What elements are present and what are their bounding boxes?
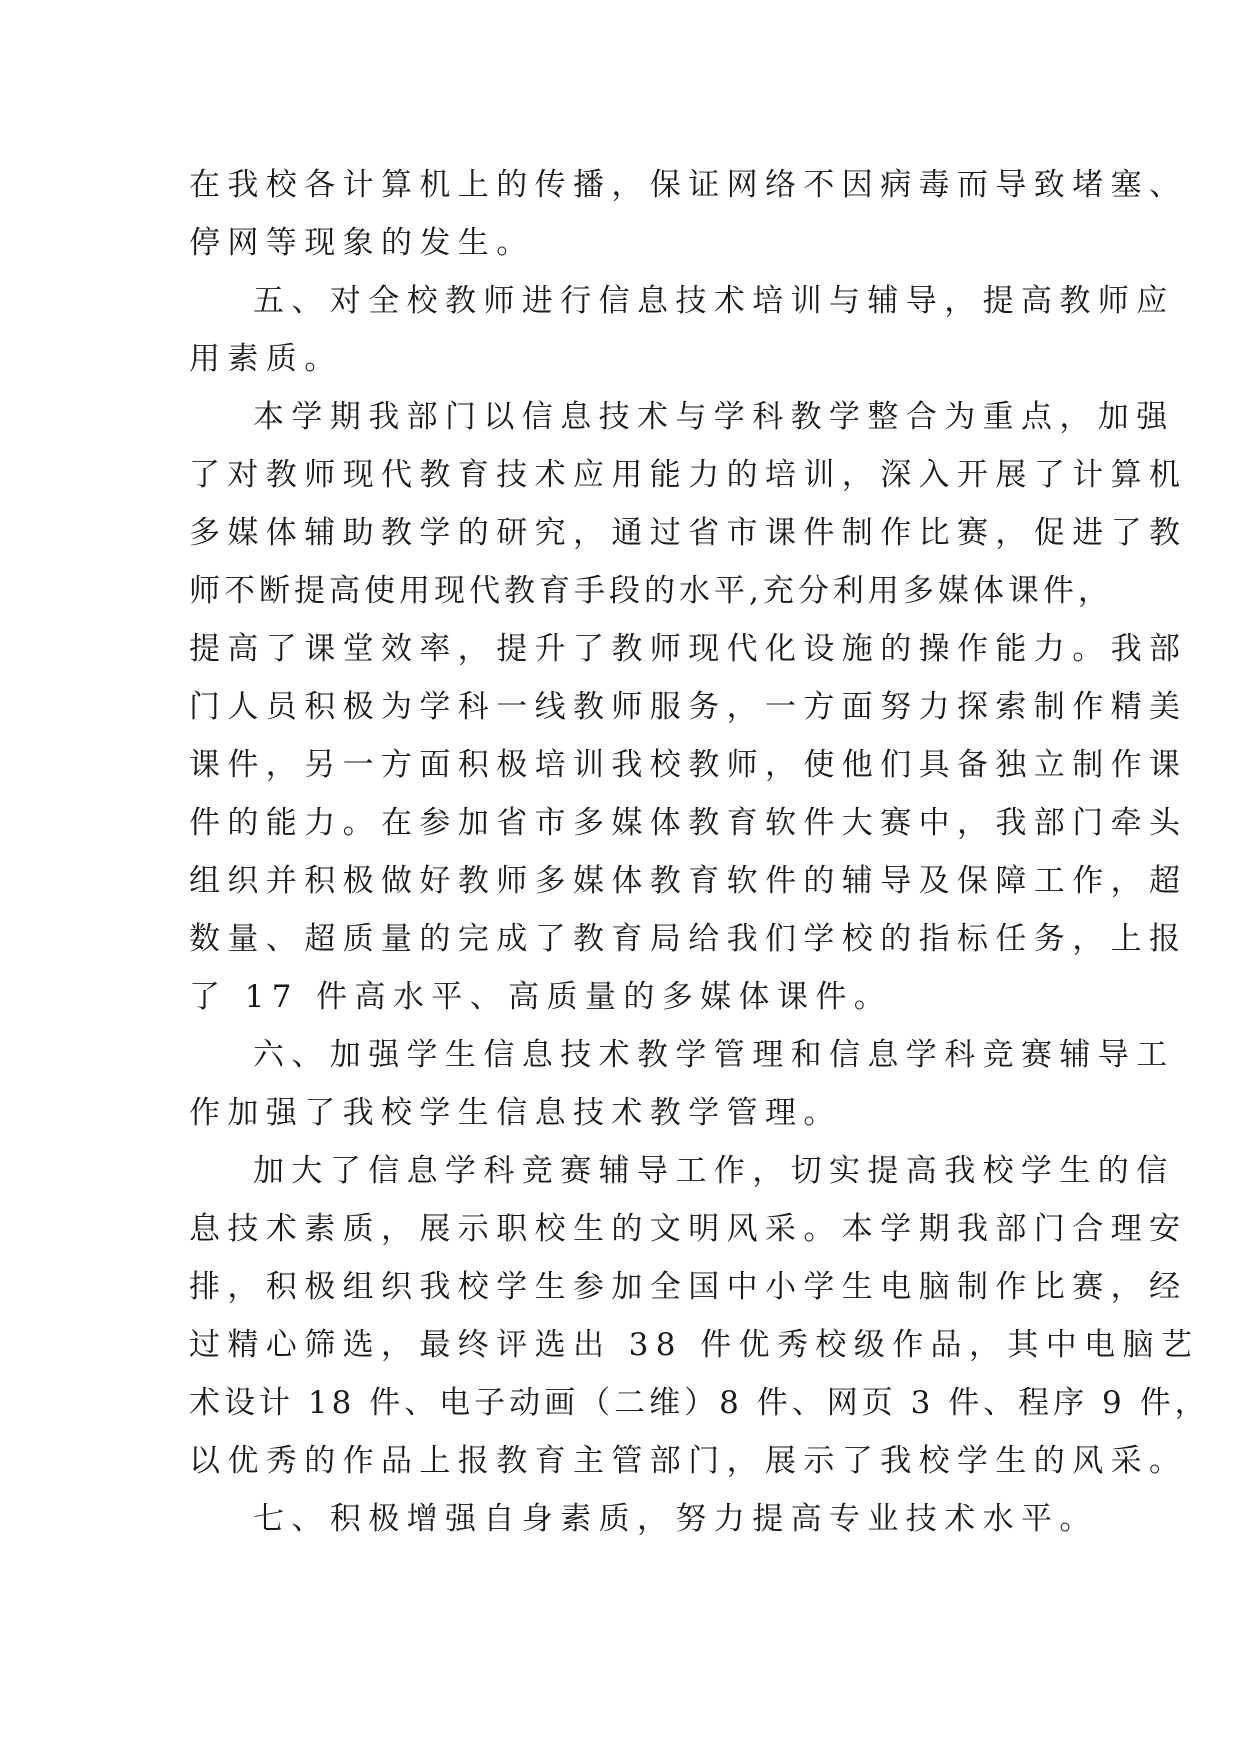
section-heading-6-cont: 作加强了我校学生信息技术教学管理。	[189, 1095, 842, 1131]
section-heading-5: 五、对全校教师进行信息技术培训与辅导，提高教师应	[253, 283, 1175, 319]
paragraph-line: 门人员积极为学科一线教师服务，一方面努力探索制作精美	[189, 689, 1188, 725]
section-heading-5-cont: 用素质。	[189, 341, 343, 377]
section-heading-6: 六、加强学生信息技术教学管理和信息学科竞赛辅导工	[253, 1037, 1175, 1073]
paragraph-line: 了 17 件高水平、高质量的多媒体课件。	[189, 979, 893, 1015]
paragraph-line: 排，积极组织我校学生参加全国中小学生电脑制作比赛，经	[189, 1269, 1188, 1305]
paragraph-line: 停网等现象的发生。	[189, 225, 535, 261]
paragraph-line: 术设计 18 件、电子动画（二维）8 件、网页 3 件、程序 9 件，	[189, 1385, 1210, 1421]
paragraph-line: 组织并积极做好教师多媒体教育软件的辅导及保障工作，超	[189, 863, 1188, 899]
section-heading-7: 七、积极增强自身素质，努力提高专业技术水平。	[253, 1501, 1098, 1537]
paragraph-line: 本学期我部门以信息技术与学科教学整合为重点，加强	[253, 399, 1175, 435]
paragraph-line: 多媒体辅助教学的研究，通过省市课件制作比赛，促进了教	[189, 515, 1188, 551]
paragraph-line: 加大了信息学科竞赛辅导工作，切实提高我校学生的信	[253, 1153, 1175, 1189]
body-text	[189, 156, 1210, 1548]
paragraph-line: 以优秀的作品上报教育主管部门，展示了我校学生的风采。	[189, 1443, 1188, 1479]
paragraph-line: 课件，另一方面积极培训我校教师，使他们具备独立制作课	[189, 747, 1188, 783]
paragraph-line: 在我校各计算机上的传播，保证网络不因病毒而导致堵塞、	[189, 167, 1188, 203]
paragraph-line: 师不断提高使用现代教育手段的水平,充分利用多媒体课件，	[189, 573, 1113, 609]
paragraph-line: 提高了课堂效率，提升了教师现代化设施的操作能力。我部	[189, 631, 1188, 667]
paragraph-line: 息技术素质，展示职校生的文明风采。本学期我部门合理安	[189, 1211, 1188, 1247]
paragraph-line: 件的能力。在参加省市多媒体教育软件大赛中，我部门牵头	[189, 805, 1188, 841]
paragraph-line: 过精心筛选，最终评选出 38 件优秀校级作品，其中电脑艺	[189, 1327, 1200, 1363]
paragraph-line: 数量、超质量的完成了教育局给我们学校的指标任务，上报	[189, 921, 1188, 957]
paragraph-line: 了对教师现代教育技术应用能力的培训，深入开展了计算机	[189, 457, 1188, 493]
